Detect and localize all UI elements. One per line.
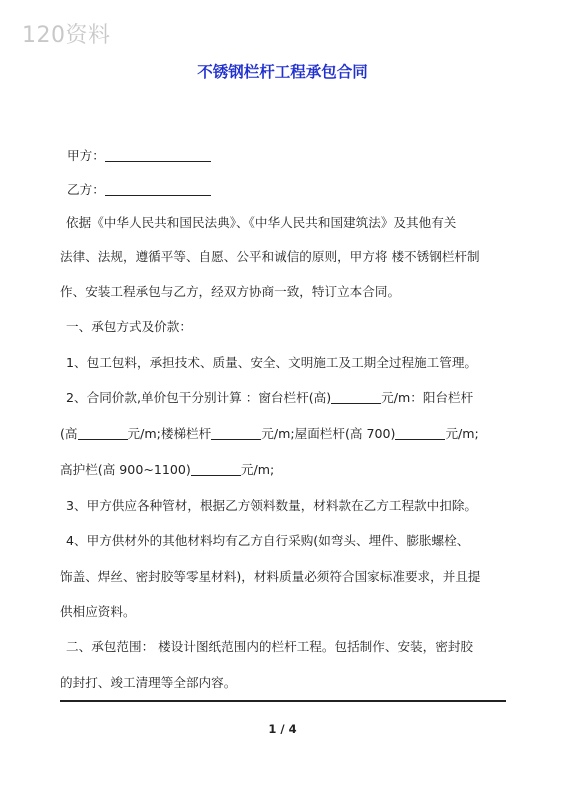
clause-2-line-3: 高护栏(高 900~1100) 元/m; xyxy=(60,462,275,477)
clause-3: 3、甲方供应各种管材，根据乙方领料数量，材料款在乙方工程款中扣除。 xyxy=(66,498,478,513)
document-title: 不锈钢栏杆工程承包合同 xyxy=(197,63,368,81)
body-line-3: 作、安装工程承包与乙方，经双方协商一致，特订立本合同。 xyxy=(60,284,401,299)
guard-rail-price-blank xyxy=(191,462,241,476)
clause-1: 1、包工包料，承担技术、质量、安全、文明施工及工期全过程施工管理。 xyxy=(66,355,478,370)
page-number: 1 / 4 xyxy=(268,722,297,736)
section-2-line-2: 的封打、竣工清理等全部内容。 xyxy=(60,675,237,690)
party-b-blank xyxy=(105,182,211,196)
clause-2-line-1: 2、合同价款,单价包干分别计算 ：窗台栏杆(高) 元/m：阳台栏杆 xyxy=(66,390,474,405)
party-a-blank xyxy=(105,148,211,162)
section-heading-1: 一、承包方式及价款： xyxy=(66,319,192,334)
body-line-1: 依据《中华人民共和国民法典》、《中华人民共和国建筑法》及其他有关 xyxy=(66,215,457,230)
party-b-label: 乙方： xyxy=(67,182,105,197)
stair-rail-price-blank xyxy=(211,426,261,440)
roof-rail-price-blank xyxy=(395,426,445,440)
balcony-rail-price-blank xyxy=(78,426,128,440)
section-heading-2: 二、承包范围： 楼设计图纸范围内的栏杆工程。包括制作、安装，密封胶 xyxy=(66,639,474,654)
clause-4-line-2: 饰盖、焊丝、密封胶等零星材料)，材料质量必须符合国家标准要求，并且提 xyxy=(60,569,481,584)
clause-4-line-3: 供相应资料。 xyxy=(60,604,136,619)
watermark-logo: 120资料 xyxy=(22,23,111,48)
party-b-line xyxy=(67,181,517,199)
clause-4-line-1: 4、甲方供材外的其他材料均有乙方自行采购(如弯头、埋件、膨胀螺栓、 xyxy=(66,533,470,548)
window-rail-price-blank xyxy=(331,390,381,404)
page-divider xyxy=(60,700,506,702)
party-a-line xyxy=(67,147,517,165)
party-a-label: 甲方： xyxy=(67,148,105,163)
body-line-2: 法律、法规，遵循平等、自愿、公平和诚信的原则，甲方将 楼不锈钢栏杆制 xyxy=(60,249,480,264)
clause-2-line-2: (高 元/m;楼梯栏杆 元/m;屋面栏杆(高 700) 元/m; xyxy=(60,426,479,441)
